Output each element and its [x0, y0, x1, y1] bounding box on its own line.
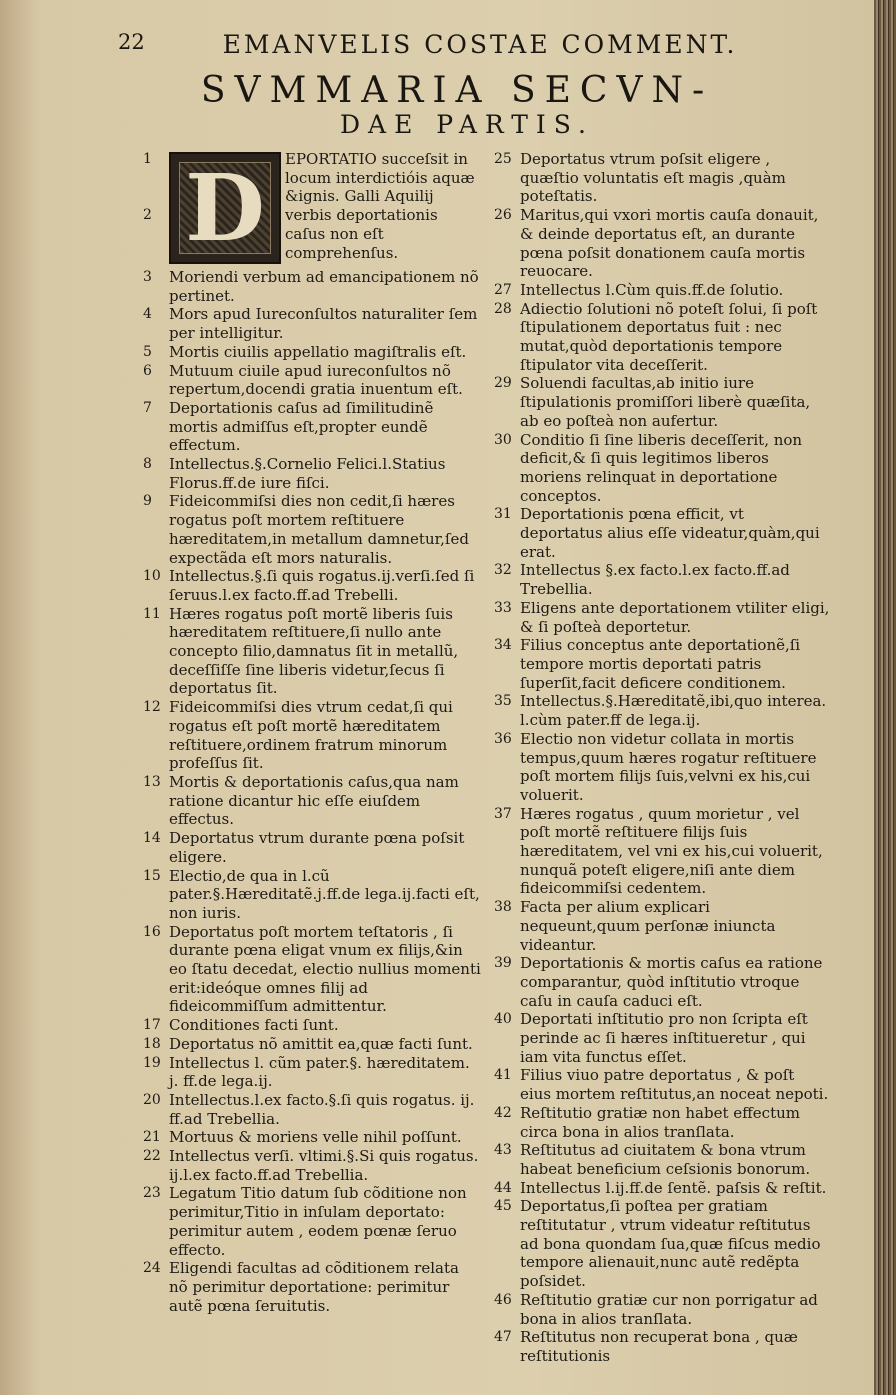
entry-number: 29: [494, 375, 512, 392]
entry-number: 44: [494, 1179, 512, 1196]
summary-entry: [143, 305, 481, 342]
summary-entry: [143, 399, 481, 455]
summary-entry: [143, 492, 481, 567]
summary-entry: [494, 1179, 830, 1198]
summary-entry: [494, 1066, 830, 1103]
summary-entry: [494, 374, 830, 430]
summary-entry: [143, 1035, 481, 1054]
entry-number: 9: [143, 493, 152, 510]
summary-entry: [494, 1104, 830, 1141]
entry-number: 17: [143, 1017, 161, 1034]
summary-entry: [494, 692, 830, 729]
ornamental-initial: [169, 152, 281, 264]
entry-number: 26: [494, 207, 512, 224]
entry-text: Conditiones facti ſunt.: [169, 1016, 339, 1035]
entry-number: 3: [143, 269, 152, 285]
entry-number: 11: [143, 605, 161, 622]
first-entry: [143, 150, 481, 266]
first-entry-text: EPORTATIO succeſsit in locum interdictióis aquæ &ignis. Galli Aquilij verbis deportationis caſus non eſt comprehenſus.: [285, 150, 475, 262]
summary-entry: [143, 698, 481, 773]
summary-entry: [494, 561, 830, 598]
entry-number: 31: [494, 506, 512, 523]
summary-entry: [494, 1328, 830, 1365]
entry-text: Intellectus.§.Cornelio Felici.l.Statius Florus.ff.de iure fiſci.: [169, 455, 446, 492]
entry-text: Intellectus l.ij.ff.de ſentẽ. paſsis & reſtit.: [520, 1178, 827, 1197]
entry-number: 15: [143, 867, 161, 884]
summary-entry: [494, 730, 830, 805]
section-title-line1: SVMMARIA SECVN-: [200, 70, 714, 111]
entry-number: 46: [494, 1291, 512, 1308]
entry-text: Adiectio ſolutioni nõ poteſt ſolui, ſi poſt ſtipulationem deportatus fuit : nec mutat,quòd deportationis tempore ſtipulator vita deceſſerit.: [520, 299, 818, 374]
entry-text: Intellectus.l.ex facto.§.ſi quis rogatus. ij. ff.ad Trebellia.: [169, 1090, 475, 1128]
right-column: [494, 150, 830, 1366]
entry-number: 43: [494, 1142, 512, 1159]
summary-entry: [143, 1259, 481, 1315]
entry-number: 45: [494, 1198, 512, 1215]
entry-text: Filius viuo patre deportatus , & poſt eius mortem reſtitutus,an noceat nepoti.: [520, 1066, 829, 1104]
entry-number: 16: [143, 923, 161, 940]
entry-text: Mortis ciuilis appellatio magiſtralis eſt.: [169, 342, 467, 361]
page-number: 22: [118, 30, 145, 54]
entry-number: 13: [143, 773, 161, 790]
entry-number: 20: [143, 1091, 161, 1108]
entry-number: 25: [494, 151, 512, 167]
entry-number: 4: [143, 306, 152, 323]
summary-entry: [143, 605, 481, 699]
summary-entry: [494, 954, 830, 1010]
entry-number: 14: [143, 830, 161, 847]
entry-number: 33: [494, 599, 512, 616]
entry-text: Deportati inſtitutio pro non ſcripta eſt perinde ac ſi hæres inſtitueretur , qui iam vita functus eſſet.: [520, 1010, 808, 1066]
entry-text: Intellectus.§.Hæreditatẽ,ibi,quo interea. l.cùm pater.ff de lega.ij.: [520, 692, 827, 730]
summary-entry: [143, 867, 481, 923]
summary-entry: [494, 206, 830, 281]
summary-entry: [494, 1197, 830, 1291]
entry-text: Intellectus verſi. vltimi.§.Si quis rogatus. ij.l.ex facto.ff.ad Trebellia.: [169, 1147, 479, 1184]
entry-number: 6: [143, 362, 152, 379]
entry-text: Electio non videtur collata in mortis tempus,quum hæres rogatur reſtituere poſt mortem filijs ſuis,velvni ex his,cui voluerit.: [520, 729, 817, 804]
entry-text: Filius conceptus ante deportationẽ,ſi tempore mortis deportati patris ſuperſit,facit deficere conditionem.: [520, 636, 801, 692]
summary-entry: [494, 150, 830, 206]
summary-entry: [494, 898, 830, 954]
entry-text: Eligens ante deportationem vtiliter eligi, & ſi poſteà deportetur.: [520, 598, 830, 636]
summary-entry: [143, 1184, 481, 1259]
entry-text: Intellectus §.ex facto.l.ex facto.ff.ad Trebellia.: [520, 561, 790, 599]
entry-number: 38: [494, 899, 512, 916]
entry-number: 34: [494, 637, 512, 654]
entry-text: Deportationis & mortis caſus ea ratione comparantur, quòd inſtitutio vtroque caſu in cauſa caduci eſt.: [520, 954, 823, 1010]
summary-entry: [494, 1141, 830, 1178]
entry-text: Reſtitutus ad ciuitatem & bona vtrum habeat beneficium ceſsionis bonorum.: [520, 1141, 811, 1178]
entry-text: Deportatus,ſi poſtea per gratiam reſtitutatur , vtrum videatur reſtitutus ad bona quondam ſua,quæ fiſcus medio tempore alienauit,nunc autẽ redẽpta poſsidet.: [520, 1197, 821, 1291]
summary-entry: [143, 829, 481, 866]
section-title-line2: DAE PARTIS.: [340, 110, 594, 139]
entry-text: Soluendi facultas,ab initio iure ſtipulationis promiſſori liberè quæſita, ab eo poſteà non aufertur.: [520, 374, 811, 430]
entry-number: 24: [143, 1260, 161, 1277]
entry-text: Deportationis caſus ad ſimilitudinẽ mortis admiſſus eſt,propter eundẽ effectum.: [169, 398, 434, 455]
entry-number: 22: [143, 1148, 161, 1165]
summary-entry: [143, 455, 481, 492]
summary-entry: [143, 1128, 481, 1147]
entry-number: 35: [494, 693, 512, 710]
summary-entry: [143, 567, 481, 604]
summary-entry: [143, 923, 481, 1017]
entry-number: 21: [143, 1129, 161, 1146]
entry-number: 47: [494, 1329, 512, 1346]
entry-text: Intellectus.§.ſi quis rogatus.ij.verſi.ſed ſi ſeruus.l.ex facto.ff.ad Trebelli.: [169, 567, 475, 604]
entry-text: Legatum Titio datum ſub cõditione non perimitur,Titio in inſulam deportato: perimitur autem , eodem pœnæ ſeruo effecto.: [169, 1184, 467, 1259]
page-header: [0, 30, 874, 64]
entry-number: 19: [143, 1054, 161, 1071]
entry-text: Mors apud Iureconſultos naturaliter ſem per intelligitur.: [169, 305, 478, 343]
entry-text: Moriendi verbum ad emancipationem nõ pertinet.: [169, 268, 479, 305]
summary-entry: [494, 1010, 830, 1066]
right-entry-list: [494, 150, 830, 1366]
entry-text: Intellectus l. cũm pater.§. hæreditatem. j. ff.de lega.ij.: [169, 1053, 470, 1091]
summary-entry: [494, 1291, 830, 1328]
entry-number: 28: [494, 300, 512, 317]
entry-number: 23: [143, 1185, 161, 1202]
entry-text: Deportationis pœna efficit, vt deportatus alius eſſe videatur,quàm,qui erat.: [520, 505, 820, 561]
entry-text: Facta per alium explicari nequeunt,quum perſonæ iniuncta videantur.: [520, 898, 776, 954]
entry-number: 39: [494, 955, 512, 972]
entry-number: 37: [494, 805, 512, 822]
entry-text: Fideicommiſsi dies vtrum cedat,ſi qui rogatus eſt poſt mortẽ hæreditatem reſtituere,ordinem fratrum minorum profeſſus ſit.: [169, 698, 453, 773]
entry-text: Fideicommiſsi dies non cedit,ſi hæres rogatus poſt mortem reſtituere hæreditatem,in metallum damnetur,ſed expectãda eſt mors naturalis.: [169, 492, 469, 567]
summary-entry: [494, 300, 830, 375]
entry-number: 27: [494, 281, 512, 298]
running-title: EMANVELIS COSTAE COMMENT.: [222, 30, 738, 59]
entry-text: Eligendi facultas ad cõditionem relata nõ perimitur deportatione: perimitur autẽ pœna ſeruitutis.: [169, 1259, 459, 1315]
entry-text: Deportatus vtrum durante pœna poſsit eligere.: [169, 829, 465, 866]
entry-text: Reſtitutio gratiæ cur non porrigatur ad bona in alios tranſlata.: [520, 1290, 818, 1328]
entry-text: Deportatus vtrum poſsit eligere , quæſtio voluntatis eſt magis ,quàm poteſtatis.: [520, 150, 786, 206]
entry-text: Maritus,qui vxori mortis cauſa donauit, & deinde deportatus eſt, an durante pœna poſsit donationem cauſa mortis reuocare.: [520, 206, 819, 281]
summary-entry: [494, 281, 830, 300]
entry-number: 42: [494, 1104, 512, 1121]
entry-text: Reſtitutus non recuperat bona , quæ reſtitutionis: [520, 1328, 798, 1365]
entry-text: Hæres rogatus , quum morietur , vel poſt mortẽ reſtituere filijs ſuis hæreditatem, vel vni ex his,cui voluerit, nunquã poteſt eligere,niſi ante diem fideicommiſsi cedentem.: [520, 804, 823, 898]
summary-entry: [143, 362, 481, 399]
entry-text: Intellectus l.Cùm quis.ff.de ſolutio.: [520, 280, 784, 299]
left-column: [143, 150, 481, 1315]
entry-number: 1: [143, 151, 152, 167]
entry-text: Deportatus nõ amittit ea,quæ facti ſunt.: [169, 1034, 473, 1053]
entry-text: Conditio ſi ſine liberis deceſſerit, non deficit,& ſi quis legitimos liberos moriens relinquat in deportatione conceptos.: [520, 430, 803, 505]
summary-entry: [143, 1054, 481, 1091]
summary-entry: [143, 773, 481, 829]
entry-text: Hæres rogatus poſt mortẽ liberis ſuis hæreditatem reſtituere,ſi nullo ante concepto filio,damnatus ſit in metallũ, deceſſiſſe ſine liberis videtur,ſecus ſi deportatus ſit.: [169, 604, 459, 698]
summary-entry: [143, 1016, 481, 1035]
entry-text: Mortuus & moriens velle nihil poſſunt.: [169, 1128, 462, 1147]
summary-entry: [143, 268, 481, 305]
page-edge: [874, 0, 896, 1395]
entry-number: 40: [494, 1011, 512, 1028]
entry-number: 36: [494, 730, 512, 747]
entry-number: 32: [494, 562, 512, 579]
summary-entry: [494, 636, 830, 692]
entry-number: 18: [143, 1035, 161, 1052]
entry-number: 7: [143, 399, 152, 416]
entry-number: 5: [143, 343, 152, 360]
summary-entry: [494, 805, 830, 899]
summary-entry: [143, 343, 481, 362]
entry-number: 41: [494, 1067, 512, 1084]
summary-entry: [494, 431, 830, 506]
summary-entry: [494, 505, 830, 561]
entry-number: 10: [143, 568, 161, 585]
initial-letter: D: [185, 154, 265, 262]
entry-number: 30: [494, 431, 512, 448]
left-entry-list: [143, 268, 481, 1315]
entry-text: Deportatus poſt mortem teſtatoris , ſi durante pœna eligat vnum ex filijs,&in eo ſtatu decedat, electio nullius momenti erit:ideóque omnes filij ad fideicommiſſum admittentur.: [169, 922, 481, 1016]
summary-entry: [143, 1091, 481, 1128]
summary-entry: [143, 1147, 481, 1184]
entry-number: 8: [143, 456, 152, 473]
entry-text: Electio,de qua in l.cũ pater.§.Hæreditatẽ.j.ff.de lega.ij.facti eſt, non iuris.: [169, 866, 480, 922]
entry-text: Reſtitutio gratiæ non habet effectum circa bona in alios tranſlata.: [520, 1103, 800, 1141]
summary-entry: [494, 599, 830, 636]
entry-text: Mortis & deportationis caſus,qua nam ratione dicantur hic eſſe eiuſdem effectus.: [169, 772, 459, 829]
entry-number: 2: [143, 207, 152, 223]
entry-text: Mutuum ciuile apud iureconſultos nõ repertum,docendi gratia inuentum eſt.: [169, 361, 463, 399]
entry-number: 12: [143, 699, 161, 716]
